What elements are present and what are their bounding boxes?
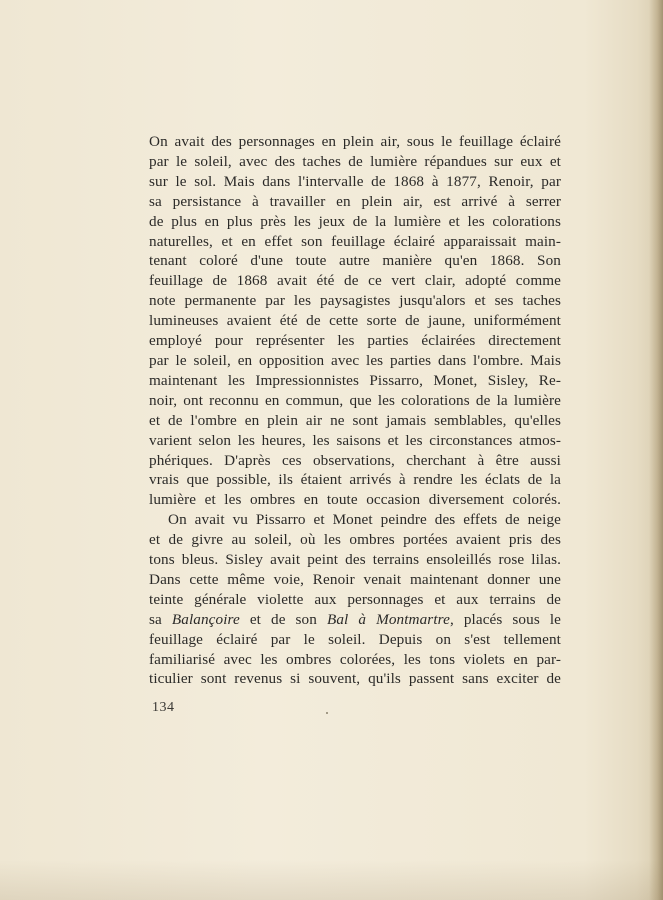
text-line: Dans cette même voie, Renoir venait maintenant donner une xyxy=(149,570,561,588)
binding-edge xyxy=(649,0,663,900)
text-line: noir, ont reconnu en commun, que les colorations de la lumière xyxy=(149,391,561,409)
text-line: tenant coloré d'une toute autre manière qu'en 1868. Son xyxy=(149,252,561,270)
text-line: et de givre au soleil, où les ombres portées avaient pris des xyxy=(149,531,561,549)
text-line: varient selon les heures, les saisons et les circonstances atmos- xyxy=(149,431,561,449)
text-line-with-titles xyxy=(149,610,561,630)
text-line: sur le sol. Mais dans l'intervalle de 1868 à 1877, Renoir, par xyxy=(149,172,561,190)
painting-title-bal-a-montmartre: Bal à Montmartre xyxy=(326,610,450,628)
text-line: par le soleil, avec des taches de lumière répandues sur eux et xyxy=(149,152,561,170)
text-line: tons bleus. Sisley avait peint des terrains ensoleillés rose lilas. xyxy=(149,551,561,569)
text-line: phériques. D'après ces observations, cherchant à être aussi xyxy=(149,451,561,469)
text-line: de plus en plus près les jeux de la lumière et les colorations xyxy=(149,212,561,230)
text-line: On avait des personnages en plein air, sous le feuillage éclairé xyxy=(149,133,561,150)
paragraph-end-line: lumière et les ombres en toute occasion diversement colorés. xyxy=(149,491,561,509)
text-line: par le soleil, en opposition avec les parties dans l'ombre. Mais xyxy=(149,351,561,369)
text-line: feuillage éclairé par le soleil. Depuis on s'est tellement xyxy=(149,630,561,648)
text-line: sa persistance à travailler en plein air, est arrivé à serrer xyxy=(149,192,561,210)
text-fragment: et de son xyxy=(239,610,327,628)
paper-speck xyxy=(326,712,328,714)
text-line: et de l'ombre en plein air ne sont jamais semblables, qu'elles xyxy=(149,411,561,429)
text-line: note permanente par les paysagistes jusqu'alors et ses taches xyxy=(149,292,561,310)
text-line: teinte générale violette aux personnages et aux terrains de xyxy=(149,590,561,608)
text-line: feuillage de 1868 avait été de ce vert clair, adopté comme xyxy=(149,272,561,290)
text-fragment: sa xyxy=(149,610,172,628)
text-line: familiarisé avec les ombres colorées, les tons violets en par- xyxy=(149,650,561,668)
text-line: naturelles, et en effet son feuillage éclairé apparaissait main- xyxy=(149,232,561,250)
text-line: ticulier sont revenus si souvent, qu'ils passent sans exciter de xyxy=(149,670,561,688)
text-line: vrais que possible, ils étaient arrivés à rendre les éclats de la xyxy=(149,471,561,489)
text-line: maintenant les Impressionnistes Pissarro, Monet, Sisley, Re- xyxy=(149,371,561,389)
text-fragment: , placés sous le xyxy=(449,610,562,628)
painting-title-balancoire: Balançoire xyxy=(171,610,240,628)
text-line: employé pour représenter les parties éclairées directement xyxy=(149,332,561,350)
paragraph-start-line: On avait vu Pissarro et Monet peindre des effets de neige xyxy=(168,511,561,529)
text-line: lumineuses avaient été de cette sorte de jaune, uniformément xyxy=(149,312,561,330)
body-text xyxy=(149,132,561,689)
page-number: 134 xyxy=(152,700,175,715)
